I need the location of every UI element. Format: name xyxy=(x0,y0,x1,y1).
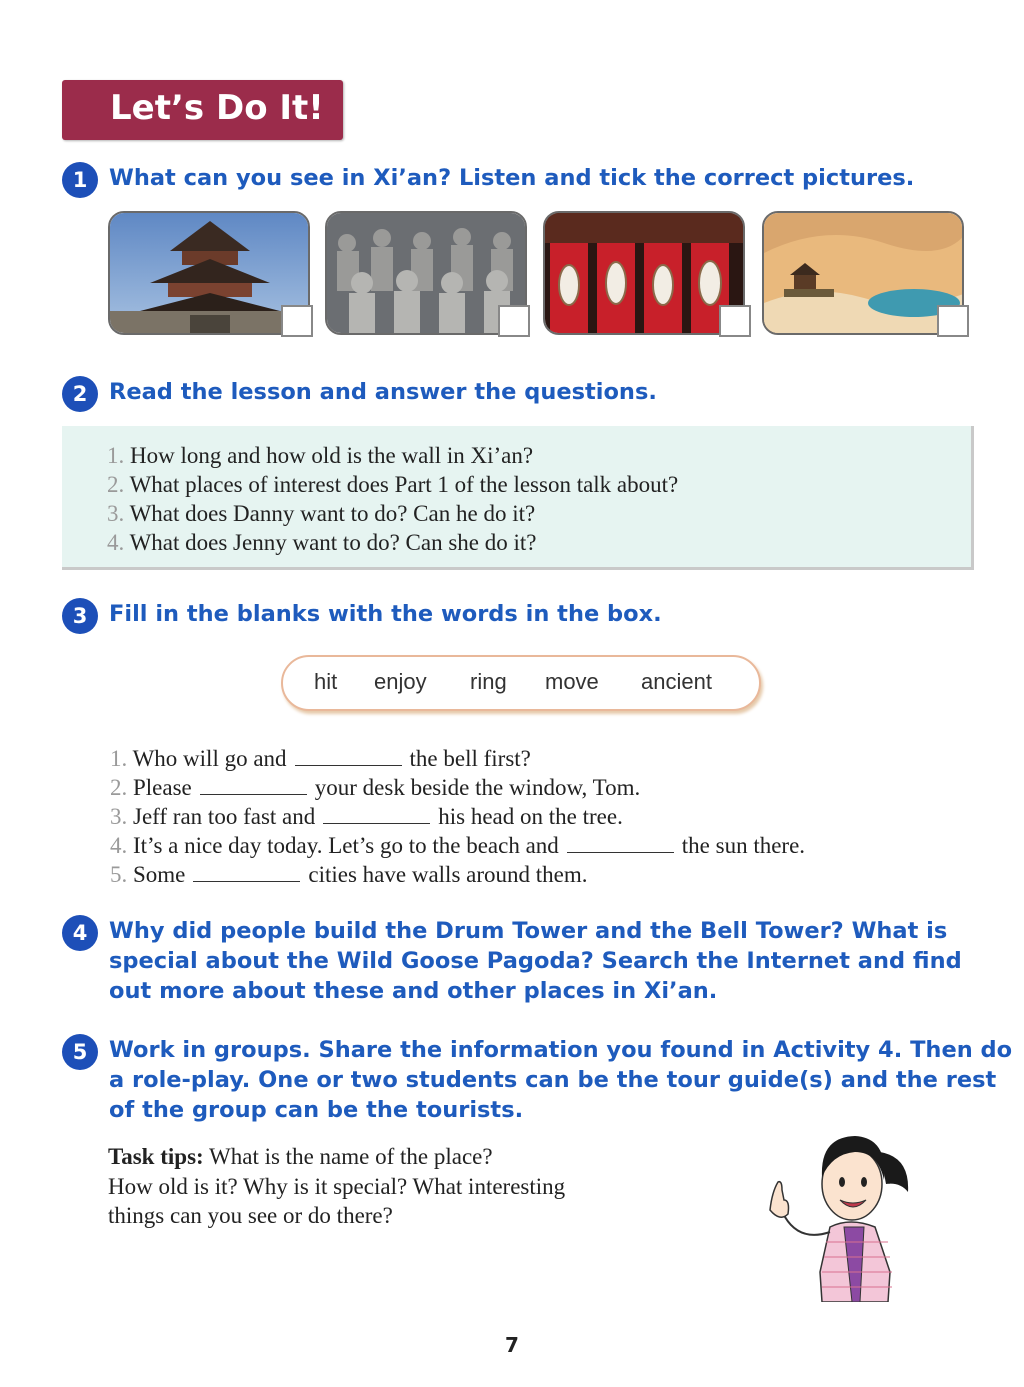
blank-2[interactable] xyxy=(200,774,307,795)
activity-2-instruction: Read the lesson and answer the questions. xyxy=(109,379,657,405)
activity-1-number: 1 xyxy=(62,162,98,198)
task-tips-line-2: How old is it? Why is it special? What interesting xyxy=(108,1173,566,1199)
question-1: 1. How long and how old is the wall in Xi’an? xyxy=(107,443,534,468)
terracotta-warriors-photo xyxy=(325,211,527,335)
activity-3-number: 3 xyxy=(62,598,98,634)
activity-5-line-2: a role-play. One or two students can be the tour guide(s) and the rest xyxy=(109,1067,997,1093)
bell-tower-photo xyxy=(108,211,310,335)
page-number: 7 xyxy=(505,1333,519,1357)
task-tips-line-1: What is the name of the place? xyxy=(209,1144,493,1169)
activity-4-line-1: Why did people build the Drum Tower and the Bell Tower? What is xyxy=(109,918,948,944)
activity-5-line-1: Work in groups. Share the information you found in Activity 4. Then do xyxy=(109,1037,1013,1063)
question-3: 3. What does Danny want to do? Can he do it? xyxy=(107,501,536,526)
activity-2-number: 2 xyxy=(62,376,98,412)
desert-pagoda-lake-photo xyxy=(762,211,964,335)
activity-5-line-3: of the group can be the tourists. xyxy=(109,1097,524,1123)
blank-3[interactable] xyxy=(323,803,430,824)
activity-5-number: 5 xyxy=(62,1034,98,1070)
tick-box-1[interactable] xyxy=(281,305,313,337)
questions-box xyxy=(62,426,974,570)
tick-box-4[interactable] xyxy=(937,305,969,337)
activity-3-instruction: Fill in the blanks with the words in the box. xyxy=(109,601,662,627)
task-tips xyxy=(108,1142,565,1231)
word-hit: hit xyxy=(314,669,338,694)
task-tips-line-3: things can you see or do there? xyxy=(108,1203,393,1228)
word-ring: ring xyxy=(470,669,507,694)
fill-sentence-1: 1. Who will go and the bell first? xyxy=(110,746,531,771)
activity-4-line-2: special about the Wild Goose Pagoda? Search the Internet and find xyxy=(109,948,962,974)
activity-4-line-3: out more about these and other places in Xi’an. xyxy=(109,978,718,1004)
banner-title: Let’s Do It! xyxy=(110,88,324,128)
task-tips-label: Task tips: xyxy=(108,1144,204,1169)
blank-5[interactable] xyxy=(193,861,300,882)
blank-1[interactable] xyxy=(295,745,402,766)
fill-sentence-4: 4. It’s a nice day today. Let’s go to the beach and the sun there. xyxy=(110,833,806,858)
drum-tower-drums-photo xyxy=(543,211,745,335)
question-2: 2. What places of interest does Part 1 of the lesson talk about? xyxy=(107,472,679,497)
blank-4[interactable] xyxy=(567,832,674,853)
question-4: 4. What does Jenny want to do? Can she do it? xyxy=(107,530,537,555)
tick-box-3[interactable] xyxy=(719,305,751,337)
tick-box-2[interactable] xyxy=(498,305,530,337)
word-enjoy: enjoy xyxy=(374,669,427,694)
activity-4-number: 4 xyxy=(62,915,98,951)
activity-1-instruction: What can you see in Xi’an? Listen and tick the correct pictures. xyxy=(109,165,915,191)
fill-sentence-5: 5. Some cities have walls around them. xyxy=(110,862,588,887)
word-move: move xyxy=(545,669,599,694)
word-ancient: ancient xyxy=(641,669,712,694)
lets-do-it-banner xyxy=(62,80,343,140)
word-box xyxy=(281,655,761,711)
girl-pointing-illustration xyxy=(760,1122,920,1302)
fill-sentence-2: 2. Please your desk beside the window, Tom. xyxy=(110,775,641,800)
fill-sentence-3: 3. Jeff ran too fast and his head on the tree. xyxy=(110,804,623,829)
